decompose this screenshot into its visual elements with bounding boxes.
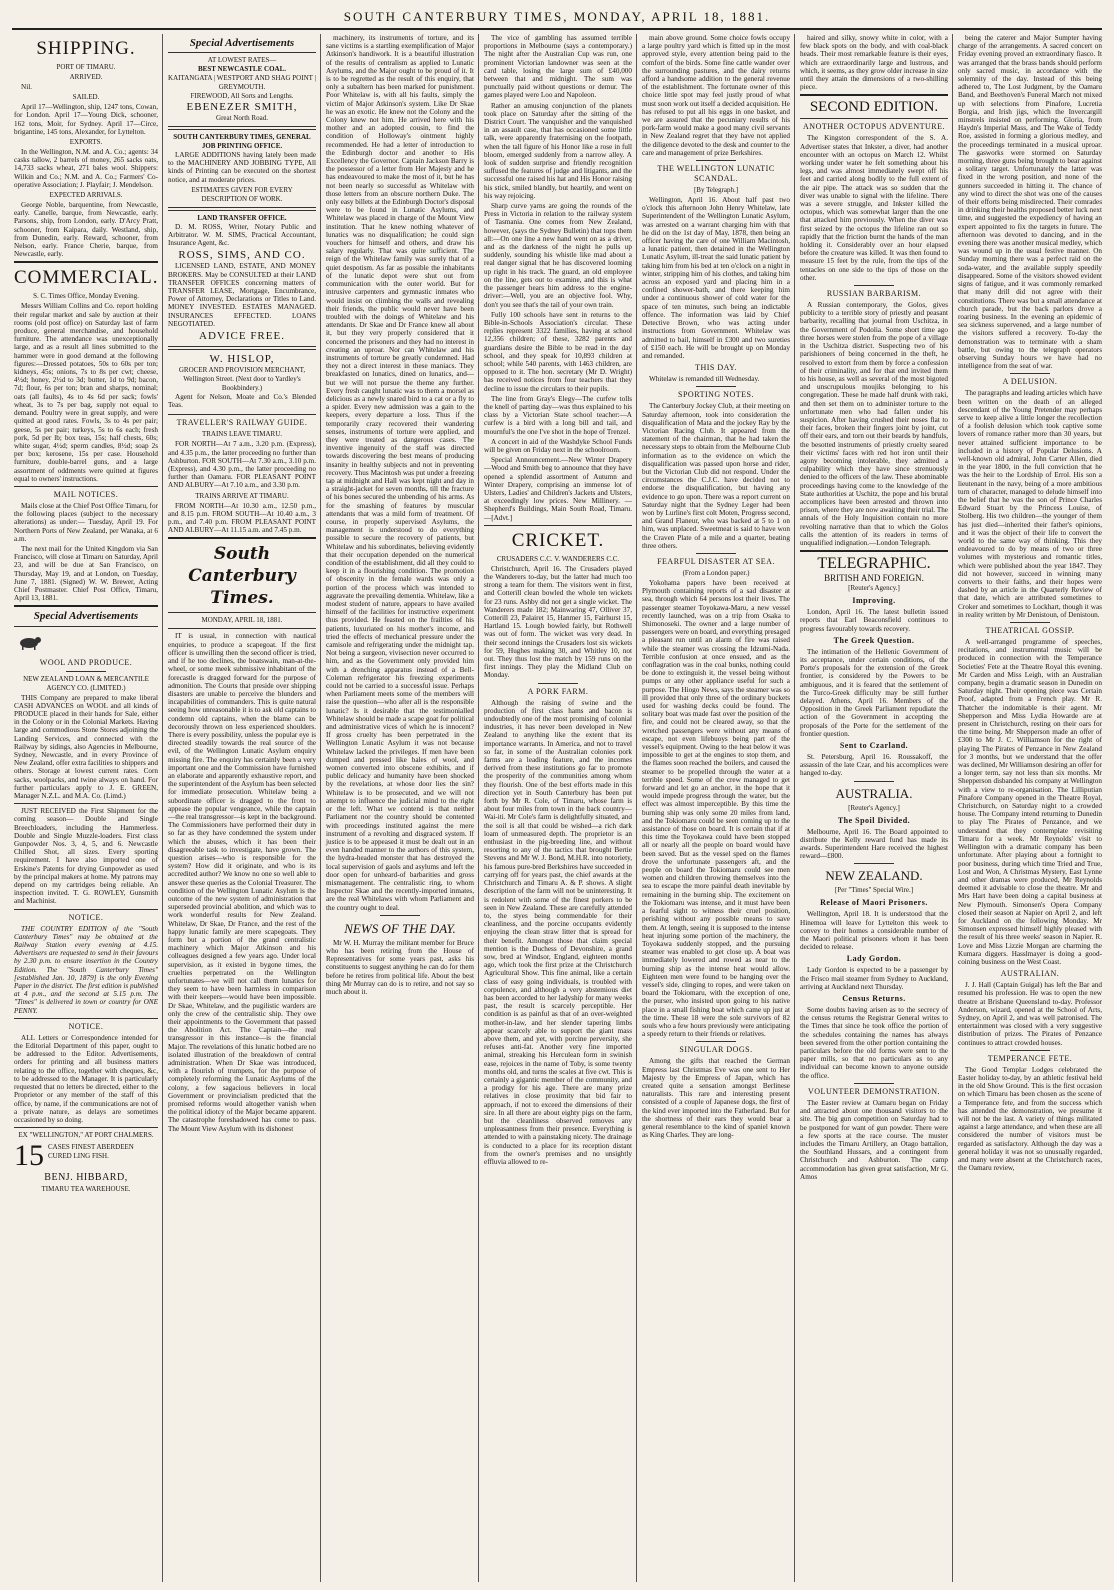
column-rule	[794, 34, 795, 1582]
fete-heading: TEMPERANCE FETE.	[987, 1053, 1073, 1063]
section-rule	[380, 915, 420, 916]
reuters-credit: [Reuter's Agency.]	[848, 584, 900, 593]
news-item: A concert in aid of the Washdyke School Funds will be given on Friday next in the schoolroom.	[484, 437, 632, 454]
firewood: FIREWOOD, All Sorts and Lengths.	[190, 92, 294, 100]
theatrical-heading: THEATRICAL GOSSIP.	[985, 626, 1075, 636]
column-5	[638, 34, 794, 1582]
mail-text-2: The next mail for the United Kingdom via San Francisco, will close at Timaru on Saturday, April 23, and will be due at San Francisco, on Thursday, May 19, and at London, on Tuesday, June 7, 1881. (Signed) W. W. Brewer, Acting Chief Postmaster. Chief Post Office, Timaru, April 13, 1881.	[14, 544, 158, 603]
section-rule	[854, 781, 894, 782]
coal-places: KAITANGATA | WESTPORT AND SHAG POINT | GREYMOUTH.	[168, 74, 316, 91]
coal-head: AT LOWEST RATES—	[207, 56, 277, 64]
notice2-text: ALL Letters or Correspondence intended for the Editorial Department of this paper, ought to be addressed to the Editor. Advertisements, orders for printing and all business matters relating to the office, together with cheques, &c, to be addressed to the Manager. It is particularly requested that no letters be directed, either to the Proprietor or any member of the staff of this office, by name, if the communications are not of a private nature, as delays are sometimes occasioned by so doing.	[14, 1033, 158, 1124]
column-4	[480, 34, 636, 1582]
commercial-text: Messrs William Collins and Co. report holding their regular market and sale by auction at their rooms (old post office) on Saturday last of farm produce, general merchandise, and household furniture. The attendance was unexceptionally large, and as a result all lines submitted to the hammer were in good demand at the following figures:—Dressed potatoes, 50s to 60s per ton; kidneys, 45s; onions, 7s to 8s per cwt; cheese, 4½d; honey, 2½d to 3d; butter, 1d to 9d; bacon, 7d; flour, 6s per ton; bran and sharps, nominal; oats (all faults), 4s to 4s 6d per sack; fowls' wheat, 3s to 7s per bag, supply not equal to demand. Poultry were in great supply, and were quitted at good rates. Fowls, 3s to 4s per pair; geese, 5s per pair; turkeys, 5s to 6s each; fresh pork, 5d per lb; box teas, 15s; half chests, 60s; white sugar, 4½d; sperm candles, 8½d; soap 2s per box; kerosene, 15s per case. Household furniture, double-barrel guns, and a large assortment of oddments were quitted at figures equal to owners' instructions.	[14, 302, 158, 483]
trains-arrive-heading: TRAINS ARRIVE AT TIMARU.	[195, 491, 289, 500]
notice-text: THE COUNTRY EDITION of the "South Canterbury Times" may be obtained at the Railway Station every evening at 4.15. Advertisers are requested to send in their favours by 2.30 p.m. to ensure insertion in the Country Edition. The "South Canterbury Times" [established Jan. 10, 1879] is the only Evening Paper in the district. The first edition is published at 4 p.m., and the second at 5.15 p.m. The "Times" is delivered in town or country for ONE PENNY.	[14, 924, 158, 1015]
smith-sub: Great North Road.	[216, 114, 268, 122]
notice2-heading: NOTICE.	[68, 1021, 104, 1031]
delusion-text: The paragraphs and leading articles which have been written on the death of an alleged descendant of the Young Pretender may perhaps serve to keep alive a little longer the recollection of a foolish delusion which took captive some lovers of romance rather more than 30 years, but never attained sufficient importance to be included in a history of Popular Delusions. A well-known old admiral, John Carter Allen, died in the year 1800, in the full conviction that he was the heir to the Lordship of Errol. His son a lieutenant in the navy, being of a more ambitious turn of character, managed to delude himself into the belief that he was the son of Prince Charles Edward Stuart by the Princess Louise, of Stolberg. His two children—the younger of them has just died—inherited their father's opinions, and it was the object of their life to convert the world to the same way of thinking. This they endeavoured to do by means of two or three volumes with mysterious and romantic titles, which were published about the year 1847. They did not however, succeed in winning many converts to their faiths, and their hopes were dashed by an article in the Quarterly Review of that date, which are attributed sometimes to Croker and sometimes to Lockhart, though it was in reality written by Mr Denistoun, of Denistoun.	[958, 389, 1102, 619]
section-rule	[14, 1018, 158, 1019]
telegraphic-heading: TELEGRAPHIC.	[817, 555, 931, 573]
trains-leave-heading: TRAINS LEAVE TIMARU.	[201, 430, 283, 439]
job-text: LARGE ADDITIONS having lately been made to the MACHINERY AND JOBBING TYPE, All kinds of Printing can be executed on the shortest notice, and at moderate prices.	[168, 151, 316, 184]
spoil-text: Melbourne, April 16. The Board appointed to distribute the Kelly reward fund has made its awards. Superintendent Hare received the highest reward—£800.	[800, 827, 948, 861]
improving-heading: Improving.	[852, 596, 896, 606]
commercial-heading: COMMERCIAL.	[14, 267, 159, 289]
volunteer-continued: being the caterer and Major Sumpter having charge of the arrangements. A sacred concert on Friday evening proved an extraordinary fiasco. It was arranged that the brass bands should perform only sacred music, in accordance with the solemnity of the day. Instead of this being adhered to, The Lost Judgment, by the Oamaru Band, and Beethoven's Funeral March not mixed up with selections from Pinafore, Lucretia Borgia, and Irish jigs, which the Invercargill minstrels insisted on performing. Gloria, from Haydn's Imperial Mass, and The Wake of Teddy Roe, assisted in forming a glorious medley, and the proceedings terminated in a musical uproar. The gasworks were stormed on Saturday morning, three guns being brought to bear against a solitary target. Unfortunately the latter was fixed in the wrong position, and none of the gunners succeeded in hitting it. The chance of any wind to direct the shot was one of the causes of their efforts being misdirected. Their comrades in drinking their healths proposed better luck next time, and suggested the expediency of having an expert appointed to fix the targets in future. The afternoon was devoted to dancing, and in the evening there was another musical medley, which was wound up in the usual festive manner. On Sunday morning there was a perfect raid on the soda-water, and the available supply speedily disappeared. Some of the visitors showed evident signs of fatigue, and it was commonly remarked that many drill did not agree with their constitutions. There was but a small attendance at church parade, but the back parlors drove a roaring business. In the evening an epidemic of sea sickness supervened, and a large number of the visitors suffered a recovery. To-day the demonstration was to terminate with a sham battle, but owing to the telegraph operators observing Sunday hours we have had no intelligence from the seat of war.	[958, 34, 1102, 371]
hibbard-number: 15	[14, 1142, 44, 1171]
port-heading: PORT OF TIMARU.	[56, 63, 116, 71]
column-rule	[162, 34, 163, 1582]
section-rule	[696, 386, 736, 387]
land-transfer-ad	[168, 210, 316, 347]
australian-heading: AUSTRALIAN.	[1000, 969, 1060, 979]
special-ads-heading: Special Advertisements	[189, 37, 295, 49]
rowley-text: JUST RECEIVED the First Shipment for the coming season— Double and Single Breechloaders, including the Hammerless. Double and Single Muzzle-loaders. First class Gunpowder Nos. 3, 4, 5, and 6. Newcastle Chilled Shot, all sizes. Every sporting requirement. I have also imported one of Erskine's Patents for drying Gunpowder as used by the principal makers at home. My patrons may depend on my cartridges being reliable. An inspection invited. T. G. ROWLEY, Gunsmith and Machinist.	[14, 807, 158, 906]
octopus-heading: ANOTHER OCTOPUS ADVENTURE.	[803, 122, 945, 132]
pork-heading: A PORK FARM.	[527, 686, 589, 696]
newspaper-nameplate: South Canterbury Times.	[188, 544, 296, 609]
leader-continued: machinery, its instruments of torture, and its sane victims is a startling exemplification of Major Atkinson's handiwork. It is a beautiful illustration of the results of centralism as applied to Lunatic Asylums, and the Major ought to be proud of it. It is to be regretted as the result of this enquiry, that only a subaltern has been marked for punishment. Poor Whitelaw is, with all his faults, simply the victim of Major Atkinson's system. Like Dr Skae he was an exotic. He knew not the Colony and the Colony knew not him. He arrived here with his mother and an adopted cousin, to find the condition of Holloway's ointment highly recommended. He had a letter of introduction to the Edinburgh doctor and another to His Excellency the Governor. Captain Jackson Barry is the possessor of a letter from Her Majesty and he has endeavoured to make the most of it, but he has not been nearly so successful as Whitelaw with those letters from an obscure northern Duke. The only easy billets at the Edinburgh Doctor's disposal were to be found in Lunatic Asylums, and Whitelaw was placed in charge of the Mount View institution. That he knew nothing whatever of lunatics was no disqualification; he could sign vouchers for himself and others, and draw his salary regularly. That was quite sufficient. The reign of the Whitelaw family was surely that of a quiet despotism. As far as possible the inhabitants of the lunatic depot were shut out from communication with the outer world. But for intrusive carpenters and gymnastic inmates who would insist on climbing the walls and revealing their friends, the public would never have been troubled with the doings of Whitelaw and his attendants. Dr Skae and Dr France knew all about it, but they very properly considered that it concerned the prisoners and they had no interest in creating an uproar. Nor can Whitelaw and his instruments of torture be greatly condemned. Had they not a direct interest in these maniacs. They breakfasted on lunatics, dined on lunatics, and—but we will not pursue the theme any further. Every fresh caught lunatic was to them a morsel as delicious as a newly snared bird to a cat or a fly to a spider. Every new admission was a gain to the keepers, every departure a loss. Thus if the temporarily crazy recovered their wandering senses, instruments of torture were applied, and they were treated as dangerous cases. The inventive ingenuity of the staff was directed towards discovering the best means of producing insanity in healthy subjects and not in preventing recovery. Thus Macintosh was put under a freezing tap at midnight and Hall was kept night and day in a straight-jacket for seven months, till the fracture of his bones secured the unbending of his arms. As for the smashing of features by muscular attendants that was a mild form of treatment. Of course, in properly supervised Asylums, the management is understood to do everything possible to secure the recovery of patients, but Whitelaw and his subordinates, believing evidently that their occupation depended on the numerical condition of the establishment, did all they could to keep it in a flourishing condition. The promotion of obscenity in the female wards was only a portion of the process which was intended to aggravate the prevailing dementia. Whitelaw, like a modest student of nature, appears to have availed himself of the facilities for instructive experiment thus provided. He feasted on the frailties of his patients, luxuriated on his mother's income, and tried the effects of mechanical pressure under the camisole and refrigerating under the midnight tap. Not being a surgeon, vivisection never occurred to him, and as the Government only provided him with a drenching apparatus instead of a Bell-Coleman refrigerator his freezing experiments could not be carried to a successful issue. Perhaps when Parliament meets some of the members will raise the question—who after all is the responsible lunatic? Is it desirable that the testimonialled Whitelaw should be made a scape goat for political and administrative vices of which he is innocent? If gross cruelty has been perpetrated in the Wellington Lunatic Asylum it was not because Whitelaw lacked the privileges. If men have been dumped and pressed like bales of wool, and women converted into obscene exhibits, and if public delicacy and humanity have been shocked by the revelations, at whose door lies the sin? Whitelaw is to be prosecuted, and we will not attempt to influence the judicial mind to the right or the left. What we contend is that neither Parliament nor the country should be contented with proceedings instituted against the mere instrument of a revolting and disgraced system. If justice is to be appeased it must be dealt out in an even handed manner to the authors of this system, the hydra-headed monster that has destroyed the local supervision of gaols and asylums and left the door open for unheard-of barbarities and gross mismanagement. The centralistic ring, to whom Inspector Skae and the recently-imported inmates, are the real Whitelaws with whom Parliament and the country ought to deal.	[326, 34, 474, 912]
maori-heading: Release of Maori Prisoners.	[820, 898, 928, 908]
section-rule	[800, 94, 948, 96]
hislop-text: Agent for Nelson, Moate and Co.'s Blended Teas.	[168, 393, 316, 410]
commercial-office: S. C. Times Office, Monday Evening.	[33, 292, 139, 301]
section-rule	[1010, 1050, 1050, 1051]
section-rule	[696, 160, 736, 161]
hislop-sub: GROCER AND PROVISION MERCHANT, Wellington Street. (Next door to Yardley's Bookbindery.)	[178, 366, 306, 393]
russian-heading: RUSSIAN BARBARISM.	[826, 289, 922, 299]
mail-text: Mails close at the Chief Post Office Timaru, for the following places (subject to the necessary alterations) as under:— Tuesday, April 19. For Northern Ports of New Zealand, per Wanaka, at 6 a.m.	[14, 501, 159, 543]
column-2	[164, 34, 320, 1582]
expected-text: George Noble, barquentine, from Newcastle, early. Canelle, barque, from Newcastle, early. Parsons, ship, from London, early. D'Arcy Pratt, schooner, from Kaipara, daily. Westland, ship, from Dunedin, early. Reward, schooner, from Nelson, early. France Cherie, barque, from Newcastle, early.	[14, 201, 158, 259]
greek-text: The intimation of the Hellenic Government of its acceptance, under certain conditions, of the Porte's proposals for the extension of the Greek frontier, is considered by the Powers to be ambiguous, and it is feared that the settlement of the Turco-Greek difficulty may be still further delayed. Athens, April 16. Members of the Opposition in the Greek Parliament repudiate the action of the Government in accepting the proposals of the Porte for the settlement of the frontier question.	[800, 647, 948, 738]
section-rule	[168, 628, 316, 629]
trains-leave-text: FOR NORTH—At 7 a.m., 3.20 p.m. (Express), and 4.35 p.m., the latter proceeding no further than Ashburton. FOR SOUTH—At 7.30 a.m., 3.10 p.m. (Express), and 4.30 p.m., the latter proceeding no further than Oamaru. FOR PLEASANT POINT AND ALBURY—At 7.10 a.m., and 3.30 p.m.	[168, 440, 316, 490]
news-item: Sharp curve yarns are going the rounds of the Press in Victoria in relation to the railway system of Tasmania. One comes from New Zealand, however, (says the Sydney Bulletin) that tops them all:—On one line a new hand went on as a driver, and as the darkness of the night he pulls up suddenly, sounding his whistle like mad about a real danger signal that he has discovered looming up right in his track. The guard, an old employee on the line, gets out to examine, and this is what the passenger hears him address to the engine-driver:—Well, you are an objective fool. Why, don't you see that's the tail of your own train.	[484, 202, 632, 309]
czarland-text: St. Petersburg, April 16. Roussakoff, the assassin of the late Czar, and his accomplices were hanged to-day.	[800, 753, 948, 778]
land-title: LAND TRANSFER OFFICE.	[197, 213, 287, 222]
section-rule	[538, 683, 578, 684]
dateline: MONDAY, APRIL 18, 1881.	[201, 616, 283, 625]
cricket-sub: CRUSADERS C.C. V. WANDERERS C.C.	[496, 554, 620, 563]
theatrical-text: A well-arranged programme of speeches, recitations, and instrumental music will be produced in connection with the Temperance Societies' Fete at the Theatre Royal this evening. Mr Carden and Miss Leigh, with an Australian company, begin a dramatic season in Dunedin on Saturday night. Their opening piece was Certain Proof, adapted from a French play. Mr R. Thatcher the indomitable is their agent. Mr Shepperson and Miss Lydia Howarde are at present in Christchurch, resting on their oars for the time being. Mr Shepperson made an offer of £300 to Mr J. C. Williamson for the right of playing The Pirates of Penzance in New Zealand for 3 months, but we understand that the offer was declined, Mr Williamson desiring an offer for a longer term, say not less than six months. Mr Shepperson disbanded his company at Wellington with a view to re-organisation. The Lilliputian Pinafore Company opened in the Theatre Royal, Christchurch, on Saturday night to a crowded house. The Company intend returning to Dunedin to play The Pirates of Penzance, and we understand that they contemplate revisiting Timaru for a week. Mr Reynolds' visit to Wellington with a dramatic company has been unfortunate. After playing about a fortnight to poor business, during which time Tried and True, Lost and Won, A Christmas Mystery, East Lynne and other dramas were produced, Mr Reynolds deemed it advisable to close the theatre. Mr and Mrs Hart have been doing a capital business at New Plymouth. Simonsen's Opera Company closed their season at Napier on April 2, and left for Auckland on the following Monday. Mr Simonsen expressed himself highly pleased with the result of his three weeks' season in Napier. R. Love and Miss Lizzie Morgan are charming the Kumara diggers. Hasslmayer is doing a good-coining business on the West Coast.	[958, 638, 1102, 966]
arrived-label: ARRIVED.	[69, 73, 103, 81]
news-item: Rather an amusing conjunction of the planets took place on Saturday after the sitting of the District Court. The vanquisher and the vanquished in an assault case, that has occasioned some little talk, were apparently fraternising on the footpath, when the tall figure of his Honor like a rose in full bloom, emerged suddenly from a narrow alley. A look of sudden surprise and friendly recognition suffused the features of judge and litigants, and the successful one raised his hat and His Honor raising his stick, smiled blandly, but heartily, and went on his way rejoicing.	[484, 101, 632, 200]
thisday-text: Whitelaw is remanded till Wednesday.	[649, 375, 760, 384]
expected-label: EXPECTED ARRIVALS.	[49, 191, 123, 200]
news-item: The vice of gambling has assumed terrible proportions in Melbourne (says a contemporary.) The night after the Australian Cup was run, one prominent Victorian landowner was seen at the card table, losing the large sum of £40,000 between that and midnight. The sum was punctually paid without questions or demur. The games played were Loo and Napoleon.	[484, 34, 632, 100]
coal-title: BEST NEWCASTLE COAL.	[198, 65, 286, 73]
section-rule	[696, 553, 736, 554]
section-rule	[14, 261, 158, 263]
nz-sub: [Per "Times" Special Wire.]	[834, 886, 914, 895]
wool-heading: WOOL AND PRODUCE.	[39, 657, 133, 667]
section-rule	[14, 605, 158, 607]
dogs-text: Among the gifts that reached the German Empress last Christmas Eve was one sent to Her Majesty by the Empress of Japan, which has created quite a sensation amongst Berlinese naturalists. This rare and interesting present consisted of a couple of Japanese dogs, the first of the kind ever imported into the Fatherland. But for the shortness of their ears they would bear a general resemblance to the kind of spaniel known as King Charles. They are long-	[642, 1057, 790, 1140]
exports-label: EXPORTS.	[69, 138, 103, 147]
land-text: LICENSED LAND, ESTATE, AND MONEY BROKERS. May be CONSULTED at their LAND TRANSFER OFFICES concerning matters of TRANSFER LEASE, Mortgage, Encumbrance, Power of Attorney, Declarations or Titles to Land. MONEY INVESTED. ESTATES MANAGED. INSURANCES EFFECTED. LOANS NEGOTIATED.	[168, 262, 316, 328]
hislop-title: W. HISLOP,	[209, 353, 275, 366]
lunatic-text: Wellington, April 16. About half past two o'clock this afternoon John Henry Whitelaw, late Superintendent of the Wellington Lunatic Asylum, was arrested on a warrant charging him with that he did on the 1st day of May, 1878, then being an officer having the care of one William Macintosh, a lunatic patient, then detained in the Wellington Lunatic Asylum, ill-treat the said lunatic patient by taking him from his bed at ten o'clock on a night in winter, stripping him of his clothes, and taking him across an exposed yard and placing him in a confined shower-bath, and there keeping him under a continuous shower of cold water for the space of ten minutes, such being an indictable offence. The information was laid by Chief Detective Brown, who was acting under instructions from Government. Whitelaw was admitted to bail, himself in £300 and two sureties of £150 each. He will be brought up on Monday and remanded.	[642, 196, 790, 360]
sporting-text: The Canterbury Jockey Club, at their meeting on Saturday afternoon, took into consideration the disqualification of Mata and the jockey Ray by the Victorian Racing Club. It appeared from the statement of the chairman, that he had taken the necessary steps to obtain from the Melbourne Club information as to the evidence on which the disqualification was passed upon horse and rider, but the Victorian Club did not respond. Under the circumstances the C.J.C. have decided not to endorse the disqualification, but having any evidence to go upon. There was a report current on Saturday night that the Sydney Leger had been won by Lurline's first colt Moten, Progress second, and Grand Flaneur, who was backed at 5 to 1 on him, was unplaced. Sweetmeat is said to have won the Craven Plate of a mile and a quarter, beating three others.	[642, 402, 790, 550]
news-heading: NEWS OF THE DAY.	[344, 920, 456, 936]
leader-text: IT is usual, in connection with nautical enquiries, to produce a scapegoat. If the first officer is unwilling then the second officer is tried, and if he too declines, the boatswain, man-at-the-wheel, or some meek submissive inhabitant of the forecastle is dragged forward for the purpose of admonition. The Courts that preside over shipping disasters are unable to perceive the blunders and incapabilities of commanders. This is quite natural seeing how unreasonable it is to ask old captains to condemn old captains, when the blame can be decorously thrown on less experienced shoulders. There is every possibility, unless the popular eye is directed steadily towards the real source of the evil, of the Wellington Lunatic Asylum enquiry missing fire. The enquiry has certainly been a very important one and the Commission have furnished an elaborate and apparently exhaustive report, and the superintendent of the Asylum has been selected for immediate prosecution. Whitelaw being a subordinate officer is dragged to the front to appease the popular vengeance, while the captain—the real transgressor—is kept in the background. The Commissioners have performed their duty in so far as they have condemned the system under which the abuses, which it has been their disagreeable task to investigate, have grown. The question arises—who is responsible for the system? How did it originate, and who is its accredited author? We know no one so well able to answer these queries as the Colonial Treasurer. The condition of the Wellington Lunatic Asylum is the outcome of the new system of administration that superseded provincial abolition, and which was to work wonderful results for New Zealand. Whitelaw, Dr Skae, Dr France, and the rest of the happy lunatic family are mere scapegoats. They form but a portion of the grand centralistic machinery which Major Atkinson and his colleagues designed a few years ago. Under local supervision, as it existed in bygone times, the cruelties perpetrated on the Wellington unfortunates—we will not call them lunatics for they seem to have been harmless in comparison with their keepers—would have been impossible. Dr Skae, Whitelaw, and the pugilistic warders are only the crew of the centralistic ship. They owe their appointments to the Government that passed the Abolition Act. The Captain—the real transgressor in this instance—is the financial Major. The revelations of this lunatic hotbed are no isolated illustration of the breakdown of central administration. When Dr Skae was introduced, with a flourish of trumpets, for the purpose of completely reforming the Lunatic Asylums of the colony, a few sagacious believers in local Government or provincialism predicted that the promised reforms would altogether vanish when the political idiotcy of the Major became apparent. The catastrophe foreshadowed has come to pass. The Mount View Asylum with its dishonest	[168, 632, 316, 1133]
column-rule	[320, 34, 321, 1582]
lunatic-heading: THE WELLINGTON LUNATIC SCANDAL.	[657, 164, 775, 184]
notice-heading: NOTICE.	[68, 912, 104, 922]
disaster-sub: (From a London paper.)	[682, 568, 750, 577]
volunteer-text: The Easter review at Oamaru began on Friday and attracted about one thousand visitors to the site. The big gun competition on Saturday had to be postponed for want of gun powder. There were a few sports at the race course. The muster includes the Timaru Artillery, an Otago battalion, the Southland Hussars, and a contingent from Christchurch and Ashburton. The camp accommodation has given great satisfaction, Mr G. Amos	[800, 1098, 948, 1181]
british-heading: BRITISH AND FOREIGN.	[824, 573, 924, 584]
job-estimates: ESTIMATES GIVEN FOR EVERY DESCRIPTION OF WORK.	[191, 185, 293, 203]
spoil-heading: The Spoil Divided.	[837, 815, 911, 825]
census-text: Some doubts having arisen as to the secrecy of the census returns the Registrar General writes to the Times that since he took office the portion of the schedules containing the names has always been severed from the other portion containing the particulars before the old forms were sent to the paper mills, so that no particulars as to any individual can become known to anyone outside the office.	[800, 1006, 948, 1080]
section-rule	[1010, 373, 1050, 374]
column-rule	[478, 34, 479, 1582]
section-rule	[14, 486, 158, 487]
sailed-text: April 17—Wellington, ship, 1247 tons, Cowan, for London. April 17—Young Dick, schooner, 162 tons, Moir, for Sydney. April 17—Circe, brigantine, 145 tons, Alexander, for Lyttelton.	[14, 103, 158, 136]
hibbard-text: CASES FINEST ABERDEEN CURED LING FISH.	[48, 1143, 134, 1161]
section-rule	[66, 671, 106, 672]
australia-heading: AUSTRALIA.	[835, 785, 913, 801]
loan-text: THIS Company are prepared to make liberal CASH ADVANCES on WOOL and all kinds of PRODUCE placed in their hands for Sale, either in the Colony or in the Colonial Markets. Having large and commodious Stone Stores adjoining the Landing Services, and connected with the Railway by sidings, also Agencies in Melbourne, Sydney, Newcastle, and in every Province of New Zealand, offer extra facilities to shippers and others. Storage at lowest current rates. Corn sacks, woolpacks, and twine always on hand. For further particulars apply to J. E. GREEN, Manager N.Z.L. and M.A. Co. (Limd.)	[14, 693, 158, 800]
column-1	[10, 34, 162, 1582]
column-7	[954, 34, 1106, 1582]
loan-heading: NEW ZEALAND LOAN & MERCANTILE AGENCY CO. (LIMITED.)	[23, 674, 149, 692]
trains-arrive-text: FROM NORTH—At 10.30 a.m., 12.50 p.m., and 8.15 p.m. FROM SOUTH—At 10.40 a.m., 3 p.m., and 7.40 p.m. FROM PLEASANT POINT AND ALBURY—At 11.15 a.m. and 7.45 p.m.	[168, 501, 316, 535]
cricket-heading: CRICKET.	[511, 529, 605, 551]
russian-text: A Russian contemporary, the Golos, gives publicity to a terrible story of priestly and peasant barbarity, recalling that journal from Uschitza, in the Government of Podolia. Some short time ago three horses were stolen from the pope of a village in the Uschitza district. Suspecting two of his parishioners of being concerned in the theft, he resolved to extort from them by force a confession of their criminality, and for that end invited them to his house, as well as several of the most bigoted and unscrupulous moujiks belonging to his congregation. These he made half drunk with raki, and then set them on to administer torture to the unfortunate men who had fallen under his suspicion. After having crushed their noses flat to their faces, broken their fingers joint by joint, cut off their ears, and torn out their beards by handfuls, the besotted instruments of priestly cruelty seared their victims' faces with red hot iron until their agony becoming intolerable, they admitted a culpability which they have since strenuously denied to the officers of the law. These abominable proceedings having come to the knowledge of the State authorities at Uschitz, the pope and his brutal accomplices have been arrested and thrown into prison, where they are now awaiting their trial. The annals of the Holy Inquisition contain no more revolting narrative than that to which the Golos calls the attention of its readers in terms of unqualified indignation.—London Telegraph.	[800, 301, 948, 547]
section-rule	[14, 803, 158, 804]
section-rule	[696, 1041, 736, 1042]
section-rule	[854, 1083, 894, 1084]
sailed-label: SAILED.	[72, 93, 100, 102]
hibbard-sub: TIMARU TEA WAREHOUSE.	[41, 1185, 131, 1194]
masthead-title: SOUTH CANTERBURY TIMES, MONDAY, APRIL 18, 1881.	[343, 9, 771, 24]
news-item: The line from Gray's Elegy—The curfew tolls the knell of parting day—was thus explained to his class by a Victorian State school teacher:—A curfew is a bird with a long bill and tail, and mournful's the one I've shot in the hope of Trenzel.	[484, 394, 632, 436]
land-advice: ADVICE FREE.	[199, 330, 285, 343]
greek-heading: The Greek Question.	[833, 635, 915, 645]
gordon-heading: Lady Gordon.	[846, 954, 902, 964]
section-rule	[14, 626, 158, 627]
job-printing-ad	[168, 129, 316, 208]
column-3	[322, 34, 478, 1582]
column-rule	[952, 34, 953, 1582]
section-rule	[14, 1127, 158, 1128]
news-item: Special Announcement.—New Winter Drapery—Wood and Smith beg to announce that they have opened a splendid assortment of Autumn and Winter Drapery, comprising an immense lot of Ulsters, Ladies' and Children's Jackets and Ulsters, at exceedingly low prices. New Millinery. —Shepherd's Buildings, Main South Road, Timaru.—[Advt.]	[484, 456, 632, 522]
pork-text: Although the raising of swine and the production of first class hams and bacon is undoubtedly one of the most promising of colonial industries, it has never been developed in New Zealand to anything like the extent that its importance warrants. In America, and not to travel so far, in some of the Australian colonies pork farms are a leading feature, and the incomes derived from these institutions go far to promote the prosperity of the communities among whom they flourish. One of the best efforts made in this direction yet in South Canterbury has been put forth by Mr R. Cole, of Timaru, whose farm is about four miles from town in the back country—Wai-iti. Mr Cole's farm is delightfully situated, and the soil is all that could be wished—a rich dark loam of unmeasured depth. The proprietor is an enthusiast in the pig-breeding line, and without resorting to any of the tactics that brought Bertie Stevens and Mr W. J. Bond, M.H.R. into notoriety, his famous pure-bred Berkshires have succeeded in carrying off for years past, the chief awards at the Christchurch and Timaru A. & P. shows. A slight description of the farm will not be uninteresting. It is redolent with some of the finest porkers to be seen in New Zealand. These are carefully attended to, the styes being commendable for their cleanliness, and the porcine occupants evidently enjoying the clean straw litter that is spread for their benefit. Amongst those that claim special mention is the Duchess of Devonshire, a grand sow, bred at Windsor, England, eighteen months ago, which took the first prize at the Christchurch Agricultural Show. This fine animal, like a certain class of easy going individuals, is troubled with corpulence, and although a very abstemious diet has been accorded to her ladyship for many weeks past, the result is scarcely perceptible. Her condition is as painful as that of an over-weighted mother-in-law, and her slender tapering limbs appear scarcely able to support the giant mass above them, and yet, with porcine perversity, she refuses anti-fat. Another very fine imported animal, streaking his Herculean form in swinish ease, rejoices in the name of Toby, is some twenty months old, and turns the scales at five cwt. This is certainly a gigantic member of the community, and a prodigy for his age. There are many prize relatives in close proximity that bid fair to approach, if not to exceed the dimensions of their sire. In all there are about eighty pigs on the farm, but the cleanliness observed removes any unpleasantness from their presence. Everything is attended to with a painstaking nicety. The drainage is conducted to a place for its reception distant from the owner's premises and no unsightly effluvia allowed to re-	[484, 698, 632, 1166]
delusion-heading: A DELUSION.	[1002, 377, 1058, 387]
section-rule	[854, 285, 894, 286]
column-6	[796, 34, 952, 1582]
section-rule	[854, 863, 894, 864]
news-item: Fully 100 schools have sent in returns to the Bible-in-Schools Association's circular. These replies represent 3322 families, having at school 12,356 children; of these, 3282 parents and guardians desire the Bible to be read in the day school, and they speak for 10,893 children at school; while 540 parents, with 1463 children, are opposed to it. The hon. secretary (Mr D. Wright) has received notices from four teachers that they decline to issue the circulars to their pupils.	[484, 310, 632, 393]
thisday-heading: THIS DAY.	[695, 363, 737, 373]
disaster-text: Yokohama papers have been received at Plymouth containing reports of a sad disaster at sea, through which 64 persons lost their lives. The passenger steamer Toyokawa-Maru, a new vessel recently launched, was on a trip from Osaka to Shimonoseki. The owner and a large number of passengers were on board, and everything presaged a pleasant run until an alarm of fire was raised while the steamer was crossing the Idzumi-Nada. Terrible confusion at once ensued, and as the conflagration was in the coal bunks, nothing could be done to extinguish it, the vessel being without pumps or any other appliance useful for such a purpose. The Hiogo News, says the steamer was so ill provided that only three of the ordinary buckets used for washing decks could be found. The solitary boat was made fast over the position of the fire, and could not be cleared away, so that the wretched passengers were without any means of escape, not even lifebuoys being part of the vessel's equipment. Owing to the heat below it was impossible to get at the engines to stop them, and the flames soon reached the boilers, and caused the steamer to be propelled through the water at a terrible speed. Some of the crew managed to get forward and let go an anchor, in the hope that it would impede progress through the water, but the effect was almost imperceptible. By this time the burning ship was only some 20 miles from land, and the Tokiomaru could be seen coming up to the assistance of those on board. It is certain that if at this time the Toyokawa could have been stopped all or nearly all the people on board would have been saved. But as the vessel sped on the flames drove the unfortunate passengers aft, and the people on board the Tokiomaru could see men women and children throwing themselves into the sea to escape the more painful death inevitable by remaining in the burning ship. The excitement on the Tokiomaru was intense, and it must have been a fearful sight to witness their cruel position, perishing without any possible means to save them. At length, seeing it is supposed to the intense heat injuring some portion of the machinery, the Toyokawa suddenly stopped, and the pursuing steamer was enabled to get close up. A boat was immediately lowered and rowed as near to the burning ship as the intense heat would allow. Eighteen men were found to be hanging over the vessel's side, clinging to ropes, and were taken on board the Tokiomaru, with the exception of one, the purser, who insisted upon going to his native place in a small fishing boat which came up just at the time. These 18 were the sole survivors of 82 souls who a few hours previously were anticipating a speedy return to their friends or relatives.	[642, 578, 790, 1039]
lunatic-sub: [By Telegraph.]	[693, 186, 739, 195]
arrived-text: Nil.	[21, 83, 32, 91]
special-ads-heading: Special Advertisements	[33, 610, 139, 623]
czarland-heading: Sent to Czarland.	[839, 741, 909, 751]
section-rule	[484, 525, 632, 526]
gordon-text: Lady Gordon is expected to be a passenger by the Frisco mail steamer from Sydney to Auckland, arriving at Auckland next Thursday.	[800, 966, 948, 991]
volunteer-heading: VOLUNTEER DEMONSTRATION.	[808, 1086, 940, 1096]
news-text: Mr W. H. Murray the militant member for Bruce who has been retiring from the House of Representatives for some years past, asks his constituents to suggest anything he can do for them before he retires from political life. About the best thing Mr Murray can do is to retire, and not say so much about it.	[326, 938, 474, 996]
maori-text: Wellington, April 18. It is understood that the Hinemoa will leave for Lyttelton this week to convey to their homes a considerable number of the Maori political prisoners whom it has been decided to release.	[800, 910, 948, 952]
australian-text: J. J. Hall (Captain Guigal) has left the Bar and resumed his profession. He was to open the new theatre at Brisbane Queensland to-day. Professor Anderson, wizard, opened at the School of Arts, Sydney, on April 2, and was well patronised. The entertainment was closed with a very suggestive distribution of prizes. The Pirates of Penzance continues to attract crowded houses.	[958, 981, 1102, 1047]
shipping-heading: SHIPPING.	[36, 38, 136, 59]
hibbard-heading: EX "WELLINGTON," AT PORT CHALMERS.	[18, 1131, 154, 1140]
improving-text: London, April 16. The latest bulletin issued reports that Earl Beaconsfield continues to progress favourably towards recovery.	[800, 608, 948, 633]
reuters-credit: [Reuter's Agency.]	[848, 803, 900, 812]
exports-text: In the Wellington, N.M. and A. Co.; agents: 34 casks tallow, 2 barrels of money, 265 sacks oats, 14,733 sacks wheat, 271 bales wool. Shippers: Wilkin and Co.; N.M. and A. Co.; Farmers' Co-operative Association; J. Playfair; J. Mendelson.	[14, 148, 158, 189]
fete-text: The Good Templar Lodges celebrated the Easter holiday to-day, by an athletic festival held in the old Show Ground. This is the first occasion on which Timaru has been chosen as the scene of a Temperance fete, and from the success which has attended the demonstration, we presume it will not be the last. A variety of things militated against a large attendance, and when these are all considered the number of visitors must be regarded as satisfactory. Although the day was a general holiday it was not so unusually regarded, and many were absent at the Christchurch races, the Oamaru review,	[958, 1065, 1102, 1173]
section-rule	[168, 537, 316, 539]
section-rule	[800, 118, 948, 119]
section-rule	[14, 909, 158, 910]
cricket-text: Christchurch, April 16. The Crusaders played the Wanderers to-day, but the latter had much too strong a team for them. The visitors went in first, and Cotterill clean bowled the whole ten wickets for 23 runs. Ashby did not get a single wicket. The Wanderers made 182; Mainwaring 47, Olliver 37, Cotterill 23, Palairet 15, Hanmer 15, Fairhurst 15, Hartland 15. Lough bowled fairly, but Rothwell was out of form. The wicket was very dead. In their second innings the Crusaders lost six wickets for 59, Hughes making 30, and Whitley 10, not out. They thus lost the match by 159 runs on the first innings. They play the Midland Club on Monday.	[484, 564, 632, 680]
pork-continued: main above ground. Some choice fowls occupy a large poultry yard which is fitted up in the most approved style, every attention being paid to the comfort of the birds. Some fine cattle wander over the surrounding pastures, and the dairy returns afford a handsome addition to the general revenue of the establishment. The fortunate owner of this choice little spot may feel justly proud of what must soon work out itself a decided acquisition. He has refused to put all his eggs in one basket, and we are assured that the pecuniary results of his pork-farm would make a good many civil servants in New Zealand regret that they have not applied the diligence devoted to the desk and counter to the care and management of prize Berkshires.	[642, 34, 790, 157]
dogs-heading: SINGULAR DOGS.	[679, 1045, 753, 1055]
masthead	[0, 0, 1114, 32]
column-rule	[636, 34, 637, 1582]
hislop-ad	[168, 349, 316, 415]
masthead-rule	[12, 28, 1102, 30]
nz-heading: NEW ZEALAND.	[825, 868, 923, 884]
section-rule	[168, 612, 316, 613]
job-title: SOUTH CANTERBURY TIMES, GENERAL JOB PRINTING OFFICE.	[173, 133, 311, 150]
section-rule	[1010, 622, 1050, 623]
disaster-heading: FEARFUL DISASTER AT SEA.	[657, 556, 775, 566]
land-firm: ROSS, SIMS, AND CO.	[178, 249, 306, 262]
sporting-heading: SPORTING NOTES.	[678, 390, 754, 400]
section-rule	[800, 550, 948, 552]
railway-heading: TRAVELLER'S RAILWAY GUIDE.	[176, 418, 308, 428]
dogs-continued: haired and silky, snowy white in color, with a few black spots on the body, and with coal-black heads. Their most remarkable feature is their eyes, which are extraordinarily large and lustrous, and which, it seems, as they grow older increase in size until they attain the dimensions of a two-shilling piece.	[800, 34, 948, 92]
second-edition-heading: SECOND EDITION.	[809, 99, 939, 116]
land-names: D. M. ROSS, Writer, Notary Public and Arbitrator. W. M. SIMS, Practical Accountant, Insurance Agent, &c.	[168, 222, 316, 248]
coal-ad	[168, 52, 316, 127]
smith-name: EBENEZER SMITH,	[186, 101, 298, 113]
mail-heading: MAIL NOTICES.	[53, 489, 119, 499]
octopus-text: The Kingston correspondent of the S. A. Advertiser states that Inkster, a diver, had another encounter with an octopus on March 12. Whilst working under water he felt something about his legs, and was almost immediately swept off his feet and carried along bodily to the full extent of the air pipe. The attack was so sudden that the diver was unable to signal with the lifeline. There was a severe struggle, and Inkster killed the octopus, which was somewhat larger than the one that attacked him previously. When the diver was first seized by the octopus the lifeline ran out so rapidly that the friction burnt the hands of the man holding it. Considerably over an hour elapsed before the creature was killed. It was then found to measure 15 feet by the rule, from the tips of the tentacles on one side to the tips of those on the other.	[800, 134, 948, 282]
sheep-crest-icon	[14, 632, 44, 650]
hibbard-name: BENJ. HIBBARD,	[44, 1172, 128, 1184]
census-heading: Census Returns.	[842, 994, 906, 1004]
